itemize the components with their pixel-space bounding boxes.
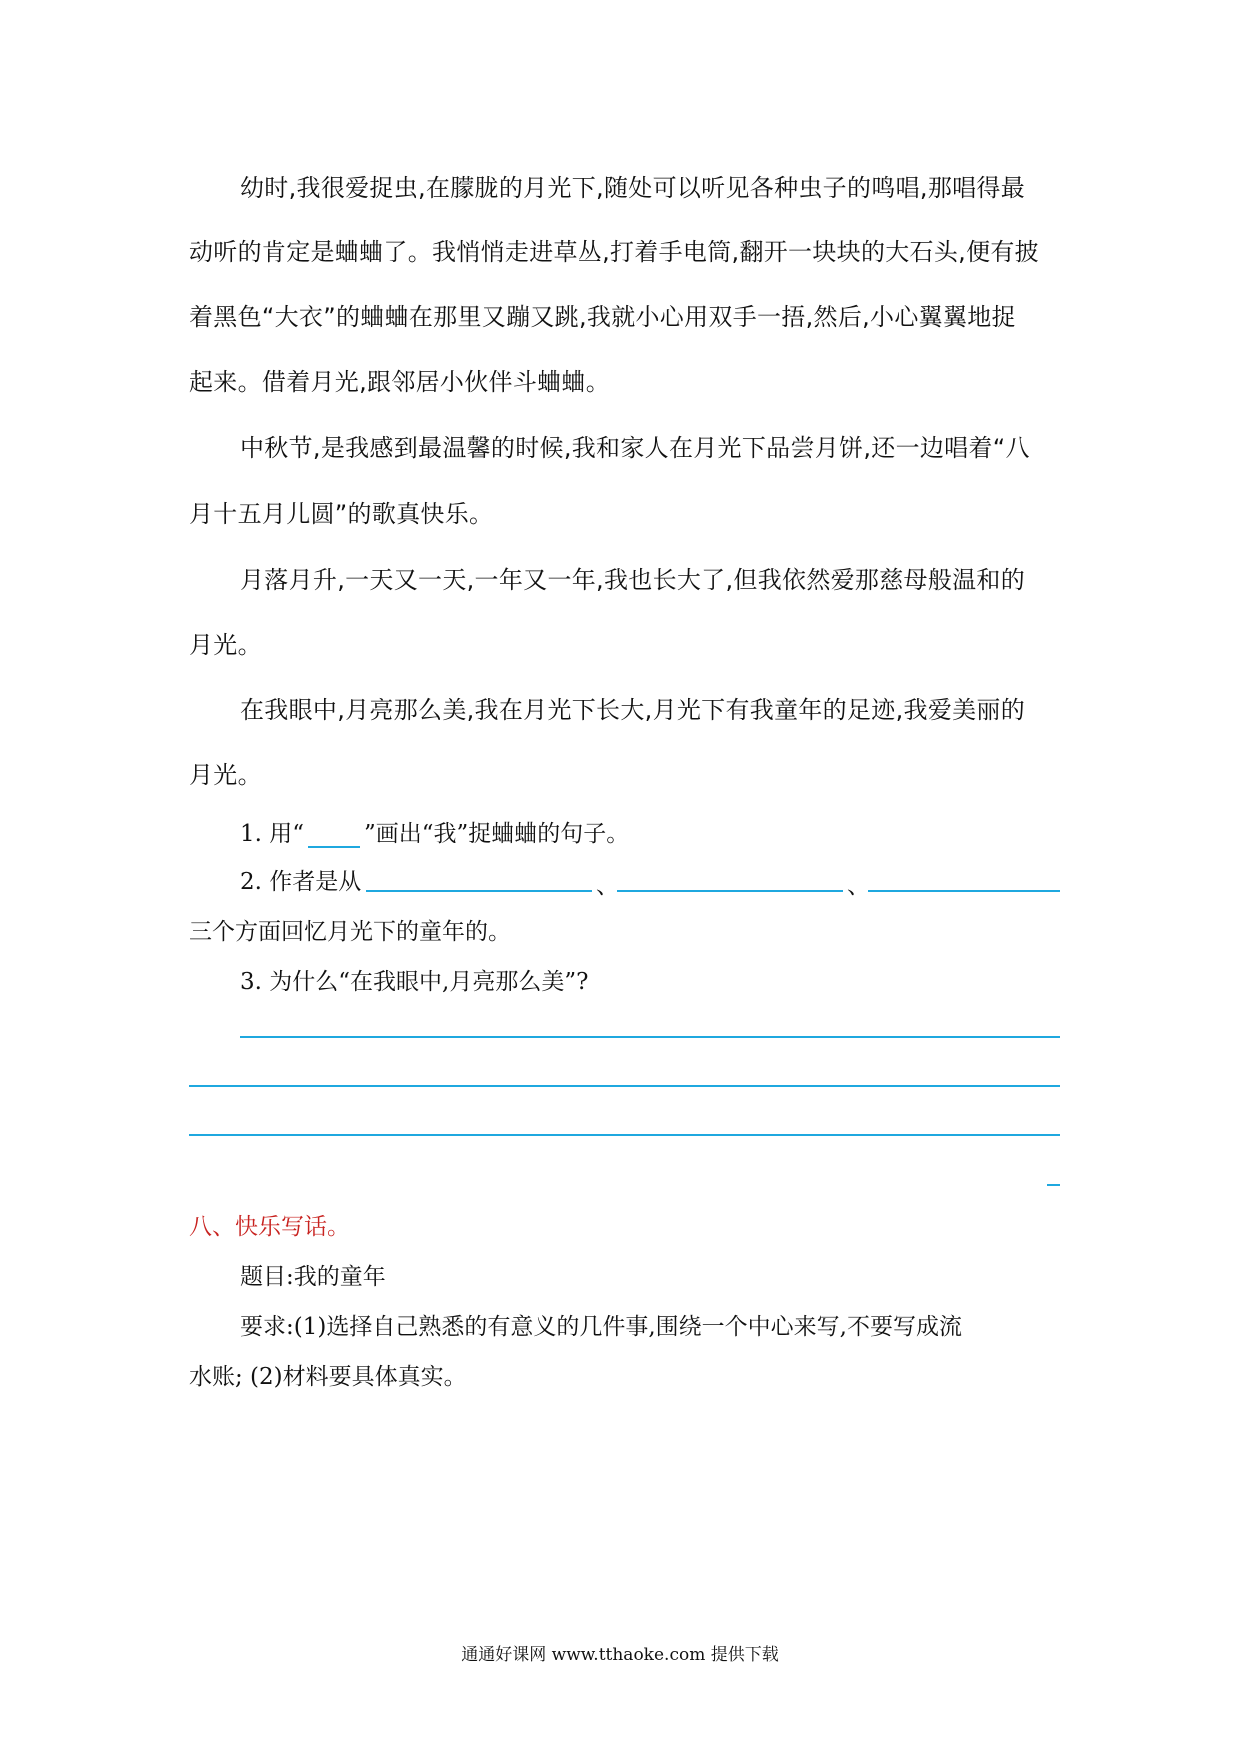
question-1-prefix: 1. 用“	[240, 821, 305, 847]
passage-line-1: 幼时,我很爱捉虫,在朦胧的月光下,随处可以听见各种虫子的鸣唱,那唱得最	[240, 174, 1026, 202]
question-3-answer-line-3[interactable]	[189, 1134, 1060, 1136]
passage-line-7: 月落月升,一天又一天,一年又一年,我也长大了,但我依然爱那慈母般温和的	[240, 566, 1026, 594]
passage-line-2: 动听的肯定是蛐蛐了。我悄悄走进草丛,打着手电筒,翻开一块块的大石头,便有披	[189, 238, 1039, 266]
question-1	[240, 815, 629, 848]
question-3-answer-line-1[interactable]	[240, 1036, 1060, 1038]
writing-section-heading: 八、快乐写话。	[189, 1214, 350, 1240]
writing-requirements-line-1: 要求:(1)选择自己熟悉的有意义的几件事,围绕一个中心来写,不要写成流	[240, 1314, 962, 1340]
writing-title: 题目:我的童年	[240, 1264, 386, 1290]
question-2-answer-line-3[interactable]	[868, 890, 1060, 892]
passage-line-4: 起来。借着月光,跟邻居小伙伴斗蛐蛐。	[189, 368, 611, 396]
passage-line-3: 着黑色“大衣”的蛐蛐在那里又蹦又跳,我就小心用双手一捂,然后,小心翼翼地捉	[189, 303, 1016, 331]
passage-line-9: 在我眼中,月亮那么美,我在月光下长大,月光下有我童年的足迹,我爱美丽的	[240, 696, 1026, 724]
writing-requirements-line-2: 水账; (2)材料要具体真实。	[189, 1364, 467, 1390]
page-footer: 通通好课网 www.tthaoke.com 提供下载	[461, 1645, 779, 1665]
question-3-answer-line-2[interactable]	[189, 1085, 1060, 1087]
passage-line-8: 月光。	[189, 631, 262, 659]
question-2-answer-line-2[interactable]	[617, 890, 843, 892]
passage-line-10: 月光。	[189, 761, 262, 789]
question-1-suffix: ”画出“我”捉蛐蛐的句子。	[364, 821, 630, 847]
question-3: 3. 为什么“在我眼中,月亮那么美”?	[240, 969, 589, 995]
question-2-prefix: 2. 作者是从	[240, 869, 362, 895]
passage-line-6: 月十五月儿圆”的歌真快乐。	[189, 500, 494, 528]
question-2-answer-line-1[interactable]	[366, 890, 592, 892]
question-1-underline-sample	[308, 826, 360, 848]
question-2-separator-1: 、	[596, 873, 619, 899]
passage-line-5: 中秋节,是我感到最温馨的时候,我和家人在月光下品尝月饼,还一边唱着“八	[240, 434, 1030, 462]
question-3-answer-line-end	[1047, 1184, 1060, 1186]
question-2-line-2: 三个方面回忆月光下的童年的。	[189, 919, 511, 945]
question-2-separator-2: 、	[847, 873, 870, 899]
